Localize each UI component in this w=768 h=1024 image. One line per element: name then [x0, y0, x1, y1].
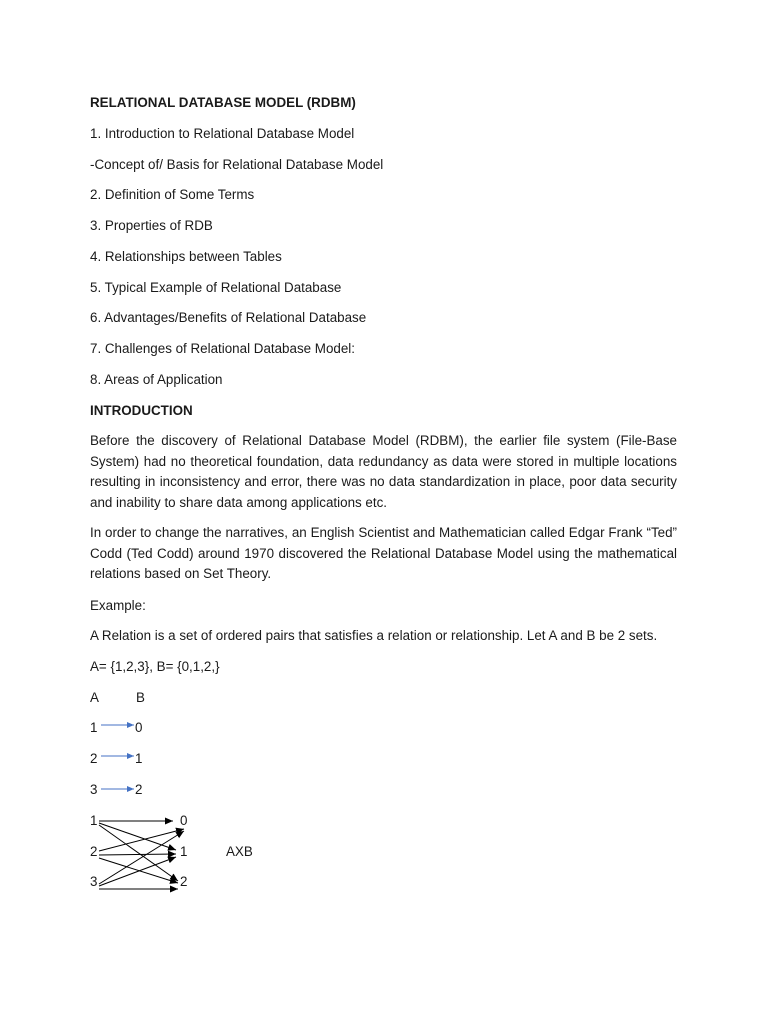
intro-paragraph-1: Before the discovery of Relational Database Model (RDBM), the earlier file system (File-Base System) had no theoretical foundation, data redundancy as data were stored in multiple locations resulting in inconsistency and error, there was no data standardization in place, poor data security and inability to share data among applications etc. [90, 433, 677, 511]
relation-definition: A Relation is a set of ordered pairs that satisfies a relation or relationship. Let A and B be 2 sets. [90, 628, 658, 643]
document-title: RELATIONAL DATABASE MODEL (RDBM) [90, 95, 356, 110]
mapping-b-value: 0 [135, 720, 143, 735]
sets-definition: A= {1,2,3}, B= {0,1,2,} [90, 659, 220, 674]
product-b-value: 0 [180, 813, 188, 828]
outline-item-8: 8. Areas of Application [90, 372, 223, 387]
mapping-arrows [90, 0, 290, 900]
product-a-value: 3 [90, 874, 98, 889]
outline-item-concept: -Concept of/ Basis for Relational Database Model [90, 157, 384, 172]
product-a-value: 1 [90, 813, 98, 828]
product-b-value: 1 [180, 844, 188, 859]
outline-item-2: 2. Definition of Some Terms [90, 187, 255, 202]
example-label: Example: [90, 598, 146, 613]
mapping-a-value: 2 [90, 751, 98, 766]
product-arrow-2-0 [99, 829, 184, 851]
product-arrow-1-1 [99, 823, 176, 850]
cartesian-product-label: AXB [226, 844, 253, 859]
mapping-header-a: A [90, 690, 99, 705]
outline-item-5: 5. Typical Example of Relational Database [90, 280, 342, 295]
mapping-a-value: 1 [90, 720, 98, 735]
mapping-header-b: B [136, 690, 145, 705]
product-arrow-2-1 [99, 854, 176, 855]
product-a-value: 2 [90, 844, 98, 859]
outline-item-7: 7. Challenges of Relational Database Model: [90, 341, 356, 356]
outline-item-3: 3. Properties of RDB [90, 218, 213, 233]
intro-paragraph-2: In order to change the narratives, an English Scientist and Mathematician called Edgar Frank “Ted” Codd (Ted Codd) around 1970 discovered the Relational Database Model using the mathematical relations based on Set Theory. [90, 525, 677, 582]
product-arrow-2-2 [99, 858, 178, 883]
product-b-value: 2 [180, 874, 188, 889]
mapping-a-value: 3 [90, 782, 98, 797]
outline-item-4: 4. Relationships between Tables [90, 249, 282, 264]
intro-heading: INTRODUCTION [90, 403, 193, 418]
mapping-b-value: 2 [135, 782, 143, 797]
mapping-b-value: 1 [135, 751, 143, 766]
outline-item-1: 1. Introduction to Relational Database Model [90, 126, 355, 141]
outline-item-6: 6. Advantages/Benefits of Relational Database [90, 310, 367, 325]
